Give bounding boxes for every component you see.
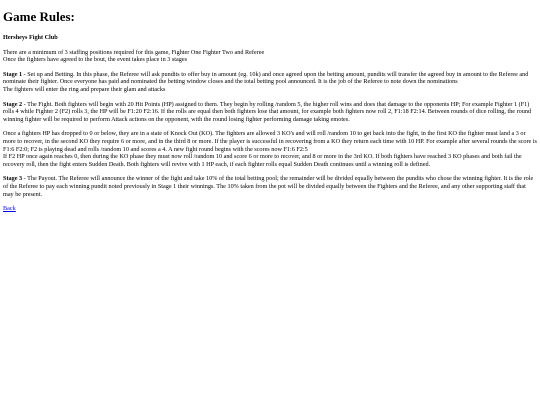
page-title: Game Rules: [3,9,75,24]
stage-3-paragraph [3,175,537,198]
back-link[interactable]: Back [3,205,16,213]
stage-1-paragraph [3,71,537,94]
intro-line-2: Once the fighters have agreed to the bout, the event takes place in 3 stages [3,56,188,64]
intro-paragraph [3,49,537,64]
ko-paragraph [3,130,537,168]
stage-1-extra: The fighters will enter the ring and prepare their glam and attacks [3,85,166,93]
club-name-text: Hersheys Fight Club [3,34,58,41]
stage-3-text: - The Payout. The Referee will announce the winner of the fight and take 10% of the total betting pool; the remainder will be divided equally between the pundits who chose the winning fighter. It is the role of the Referee to pay each winning pundit noted previously in Stage 1 their winnings. The 10% taken from the pot will be divided equally between the Fighters and the Referee, and any other supporting staff that may be present. [3,175,534,198]
stage-3-label: Stage 3 [3,175,23,183]
stage-2-paragraph [3,101,537,124]
intro-line-1: There are a minimum of 3 staffing positions required for this game, Fighter One Fighter Two and Referee [3,48,265,56]
ko-text-1: Once a fighters HP has dropped to 0 or below, they are in a state of Knock Out (KO). The fighters are allowed 3 KO's and will roll /random 10 to get back into the fight, in the first KO the fighter must land a 3 or more to recover, in the second KO they require 6 or more, and in the third 8 or more. If the player is successful in recovering from a KO they return each time with 10 HP. For example after several rounds the score is F1:6 F2:0; F2 is playing dead and rolls /random 10 and scores a 4. A new fight round begins with the scores now F1:6 F2:5 [3,130,537,153]
back-link-container [3,205,537,213]
club-name [3,34,537,42]
stage-1-text: - Set up and Betting. In this phase, the Referee will ask pundits to offer buy in amount (eg. 10k) and once agreed upon the betting amount, pundits will transfer the agreed buy in amount to the Referee and nominate their fighter. Once everyone has paid and nominated the betting window closes and the total betting pool announced. It is the job of the Referee to note down the nominations [3,70,529,86]
stage-2-label: Stage 2 [3,100,23,108]
ko-text-2: If F2 HP once again reaches 0, then during the KO phase they must now roll /random 10 and score 6 or more to recover, and 8 or more in the 3rd KO. If both fighters have reached 3 KO phases and both fail the recovery roll, then the fight enters Sudden Death. Both fighters will revive with 1 HP each, if each fighter rolls equal Sudden Death continues until a winning roll is defined. [3,153,522,168]
stage-1-label: Stage 1 [3,70,23,78]
stage-2-text: - The Fight. Both fighters will begin with 20 Hit Points (HP) assigned to them. They begin by rolling /random 5, the higher roll wins and does that damage to the opponents HP; For example Fighter 1 (F1) rolls 4 while Fighter 2 (F2) rolls 3, the HP will be F1:20 F2:16. If the rolls are equal then both fighters lose that amount, for example both fighters now roll 2, F1:18 F2:14. Between rounds of dice rolling, the round winning fighter will be required to perform Attack actions on the opponent, with the round losing fighter performing damage taking emotes. [3,100,532,123]
